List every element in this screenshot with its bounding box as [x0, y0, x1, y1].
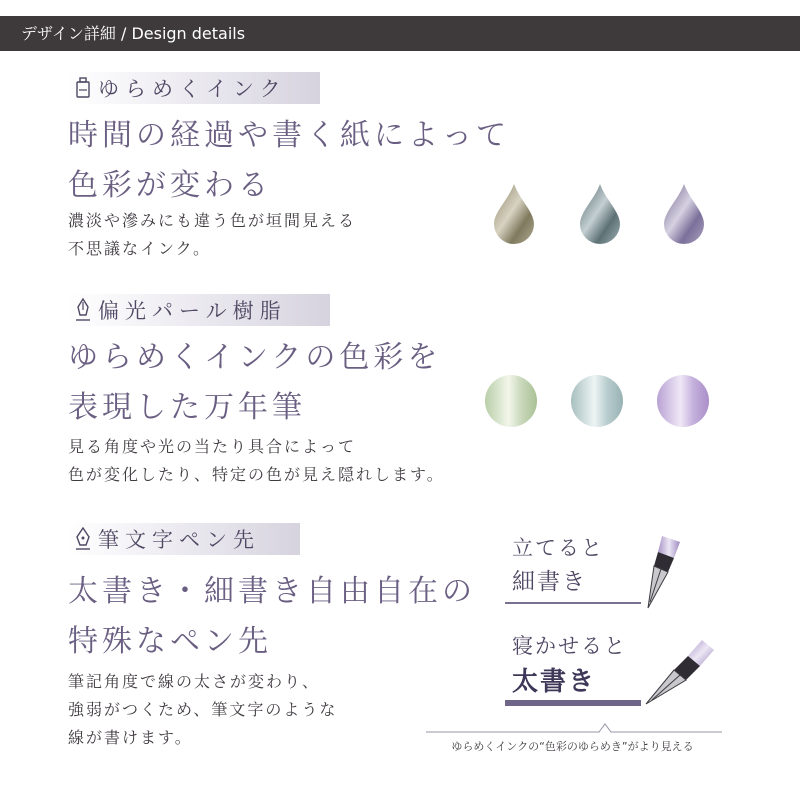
body-line: 強弱がつくため、筆文字のような: [68, 700, 338, 719]
pearl-swatch-teal: [571, 375, 623, 427]
nib-upright-line2: 細書き: [512, 569, 587, 595]
nib-flat-illustration: [640, 634, 718, 710]
section-body: [68, 207, 356, 263]
ink-drop-teal: [576, 182, 624, 246]
caption-bracket: [424, 722, 724, 736]
section-headline: [68, 333, 441, 433]
page-header: [0, 16, 800, 51]
headline-line: 太書き・細書き自由自在の: [68, 574, 476, 609]
section-tag-label: 筆文字ペン先: [98, 528, 260, 552]
nib-flat-line1: 寝かせると: [512, 634, 627, 658]
section-tag-nib: [68, 523, 300, 555]
headline-line: 色彩が変わる: [68, 168, 272, 203]
headline-line: ゆらめくインクの色彩を: [68, 340, 442, 375]
header-title: デザイン詳細 / Design details: [21, 24, 246, 43]
headline-line: 特殊なペン先: [68, 624, 272, 659]
body-line: 色が変化したり、特定の色が見え隠れします。: [68, 465, 445, 484]
section-headline: [68, 567, 476, 667]
thin-line-sample: [505, 602, 641, 604]
ink-drop-olive: [490, 182, 538, 246]
nib-upright-illustration: [640, 532, 686, 612]
nib-upright-line1: 立てると: [512, 536, 604, 560]
section-tag-pearl: [68, 294, 330, 326]
section-tag-ink: [68, 72, 320, 104]
body-line: 見る角度や光の当たり具合によって: [68, 437, 357, 456]
nib-flat-line2: 太書き: [512, 667, 597, 697]
section-body: [68, 433, 445, 489]
section-headline: [68, 111, 510, 211]
pen-nib-icon: [68, 527, 98, 551]
pearl-swatch-green: [485, 375, 537, 427]
nib-caption: ゆらめくインクの“色彩のゆらめき”がより見える: [451, 740, 694, 753]
body-line: 筆記角度で線の太さが変わり、: [68, 672, 321, 691]
headline-line: 表現した万年筆: [68, 390, 306, 425]
ink-drop-purple: [660, 182, 708, 246]
section-tag-label: ゆらめくインク: [98, 77, 287, 101]
section-body: [68, 668, 337, 752]
thick-line-sample: [505, 700, 641, 706]
body-line: 線が書けます。: [68, 728, 193, 747]
pearl-swatch-purple: [657, 375, 709, 427]
body-line: 濃淡や滲みにも違う色が垣間見える: [68, 211, 357, 230]
ink-bottle-icon: [68, 77, 98, 99]
headline-line: 時間の経過や書く紙によって: [68, 118, 510, 153]
fountain-pen-icon: [68, 298, 98, 322]
section-tag-label: 偏光パール樹脂: [98, 299, 287, 323]
body-line: 不思議なインク。: [68, 239, 212, 258]
